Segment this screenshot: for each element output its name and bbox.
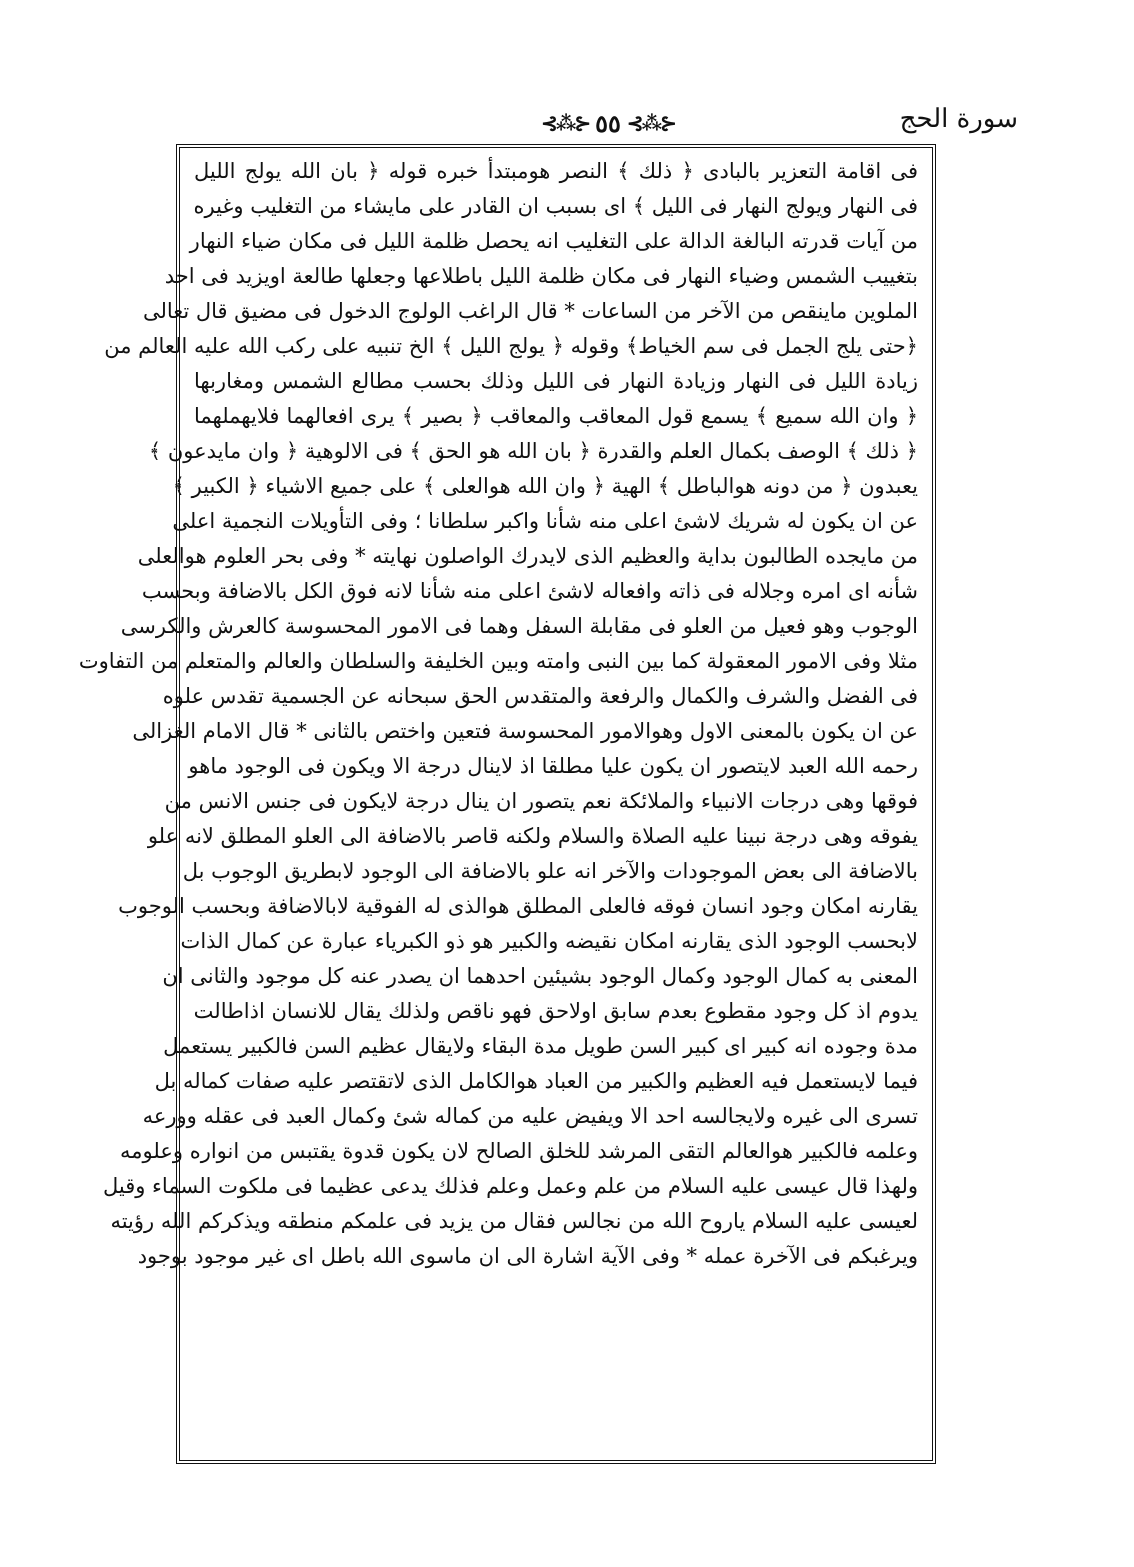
text-line: ﴿ وان الله سميع ﴾ يسمع قول المعاقب والمعاقب ﴿ بصير ﴾ يرى افعالهما فلايهملهما: [194, 404, 918, 428]
text-line: الملوين ماينقص من الآخر من الساعات * قال الراغب الولوج الدخول فى مضيق قال تعالى: [142, 299, 918, 323]
text-line: ولهذا قال عيسى عليه السلام من علم وعمل وعلم فذلك يدعى عظيما فى ملكوت السماء وقيل: [102, 1174, 918, 1198]
text-line: تسرى الى غيره ولايجالسه احد الا ويفيض عليه من كماله شئ وكمال العبد فى عقله وورعه: [142, 1104, 918, 1128]
text-line: فيما لايستعمل فيه العظيم والكبير من العباد هوالكامل الذى لاتقتصر عليه صفات كماله بل: [154, 1069, 918, 1093]
text-line: المعنى به كمال الوجود وكمال الوجود بشيئين احدهما ان يصدر عنه كل موجود والثانى ان: [162, 964, 918, 988]
text-line: فوقها وهى درجات الانبياء والملائكة نعم يتصور ان ينال درجة لايكون فى جنس الانس من: [164, 789, 918, 813]
text-line: يفوقه وهى درجة نبينا عليه الصلاة والسلام ولكنه قاصر بالاضافة الى العلو المطلق لانه علو: [147, 824, 918, 848]
text-line: بالاضافة الى بعض الموجودات والآخر انه علو بالاضافة الى الوجود لابطريق الوجوب بل: [182, 859, 918, 883]
text-line: من مايجده الطالبون بداية والعظيم الذى لايدرك الواصلون نهايته * وفى بحر العلوم هوالعلى: [137, 544, 918, 568]
text-line: زيادة الليل فى النهار وزيادة النهار فى الليل وذلك بحسب مطالع الشمس ومغاربها: [194, 369, 918, 393]
text-line: وعلمه فالكبير هوالعالم التقى المرشد للخلق الصالح لان يكون قدوة يقتبس من انواره وعلومه: [120, 1139, 918, 1163]
text-line: ويرغبكم فى الآخرة عمله * وفى الآية اشارة الى ان ماسوى الله باطل اى غير موجود بوجود: [137, 1244, 918, 1268]
text-line: عن ان يكون بالمعنى الاول وهوالامور المحسوسة فتعين واختص بالثانى * قال الامام الغزالى: [132, 719, 918, 743]
text-line: شأنه اى امره وجلاله فى ذاته وافعاله لاشئ اعلى منه شأنا لانه فوق الكل بالاضافة وبحسب: [141, 579, 918, 603]
page-number: ٥٥: [595, 108, 621, 138]
text-line: فى النهار ويولج النهار فى الليل ﴾ اى بسبب ان القادر على مايشاء من التغليب وغيره: [193, 194, 918, 218]
text-line: فى الفضل والشرف والكمال والرفعة والمتقدس الحق سبحانه عن الجسمية تقدس علوه: [162, 684, 918, 708]
text-line: الوجوب وهو فعيل من العلو فى مقابلة السفل وهما فى الامور المحسوسة كالعرش والكرسى: [120, 614, 918, 638]
text-line: رحمه الله العبد لايتصور ان يكون عليا مطلقا اذ لاينال درجة الا ويكون فى الوجود ماهو: [188, 754, 918, 778]
text-line: يقارنه امكان وجود انسان فوقه فالعلى المطلق هوالذى له الفوقية لابالاضافة وبحسب الوجوب: [118, 894, 918, 918]
text-line: لابحسب الوجود الذى يقارنه امكان نقيضه والكبير هو ذو الكبرياء عبارة عن كمال الذات: [180, 929, 918, 953]
surah-title: سورة الحج: [899, 104, 1018, 134]
text-line: بتغييب الشمس وضياء النهار فى مكان ظلمة الليل باطلاعها وجعلها طالعة اويزيد فى احد: [164, 264, 918, 288]
text-body: [78, 154, 918, 1454]
text-line: مثلا وفى الامور المعقولة كما بين النبى وامته وبين الخليفة والسلطان والعالم والمتعلم من التفاوت: [78, 649, 918, 673]
text-line: ﴿ ذلك ﴾ الوصف بكمال العلم والقدرة ﴿ بان الله هو الحق ﴾ فى الالوهية ﴿ وان مايدعون ﴾: [148, 439, 918, 463]
right-ornament-icon: ⊰⁂⊱: [626, 111, 675, 135]
text-line: مدة وجوده انه كبير اى كبير السن طويل مدة البقاء ولايقال عظيم السن فالكبير يستعمل: [163, 1034, 918, 1058]
text-line: يعبدون ﴿ من دونه هوالباطل ﴾ الهية ﴿ وان الله هوالعلى ﴾ على جميع الاشياء ﴿ الكبير ﴾: [172, 474, 918, 498]
page-number-block: [508, 106, 708, 140]
text-line: لعيسى عليه السلام ياروح الله من نجالس فقال من يزيد فى علمكم منطقه ويذكركم الله رؤيته: [110, 1209, 918, 1233]
text-line: ﴿حتى يلج الجمل فى سم الخياط﴾ وقوله ﴿ يولج الليل ﴾ الخ تنبيه على ركب الله عليه العالم من: [104, 334, 918, 358]
text-line: فى اقامة التعزير بالبادى ﴿ ذلك ﴾ النصر هومبتدأ خبره قوله ﴿ بان الله يولج الليل: [194, 159, 918, 183]
page-header: [178, 104, 1018, 144]
left-ornament-icon: ⊰⁂⊱: [541, 111, 590, 135]
text-line: يدوم اذ كل وجود مقطوع بعدم سابق اولاحق فهو ناقص ولذلك يقال للانسان اذاطالت: [193, 999, 918, 1023]
text-line: عن ان يكون له شريك لاشئ اعلى منه شأنا واكبر سلطانا ؛ وفى التأويلات النجمية اعلى: [172, 509, 918, 533]
text-line: من آيات قدرته البالغة الدالة على التغليب انه يحصل ظلمة الليل فى مكان ضياء النهار: [189, 229, 918, 253]
